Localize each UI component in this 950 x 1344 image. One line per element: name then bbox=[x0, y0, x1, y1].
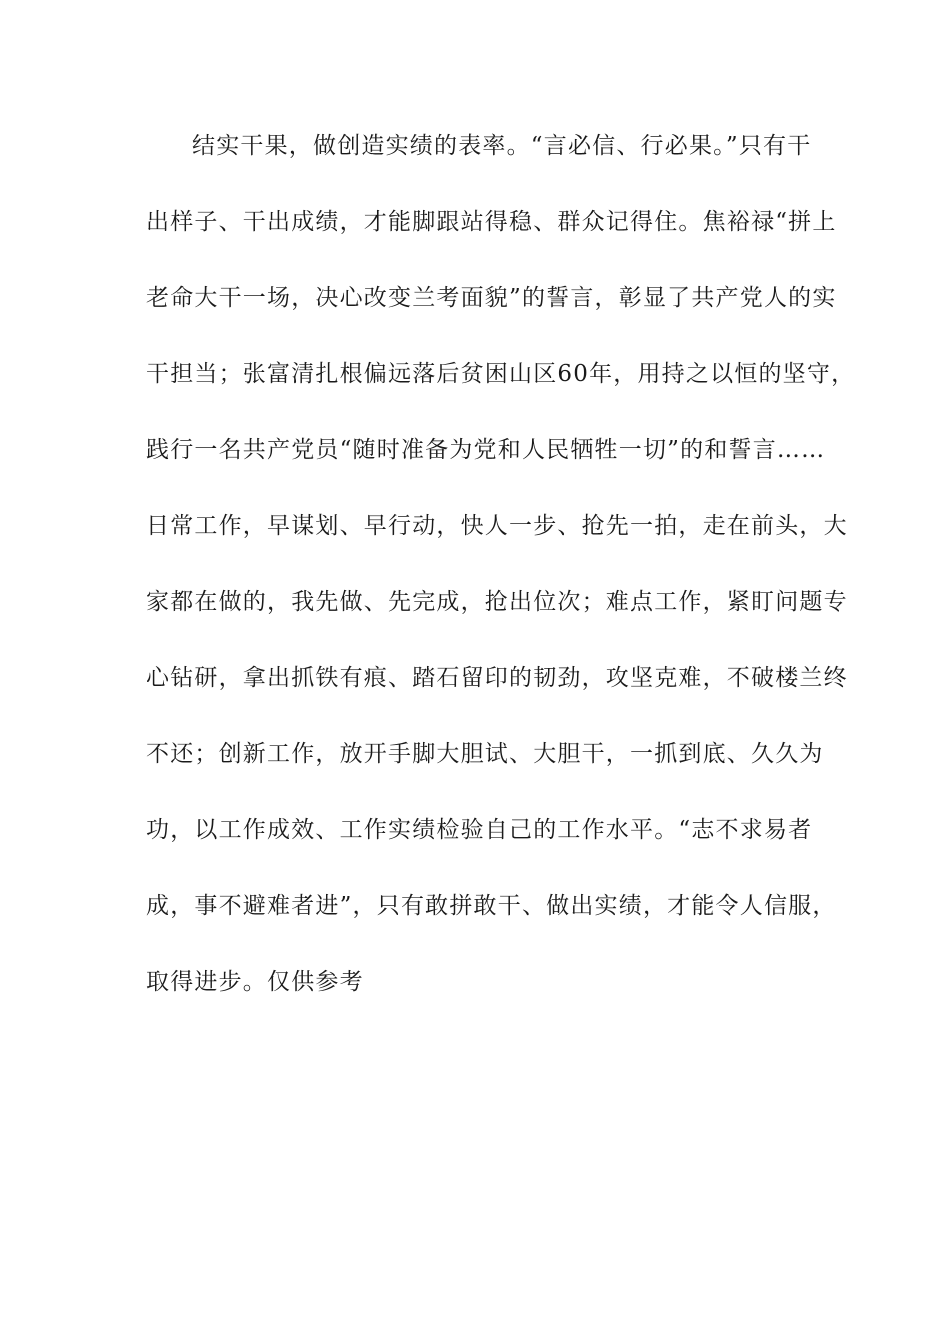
text-line: 老命大干一场，决心改变兰考面貌”的誓言，彰显了共产党人的实 bbox=[146, 285, 837, 311]
text-line: 干担当；张富清扎根偏远落后贫困山区60年，用持之以恒的坚守， bbox=[146, 361, 856, 387]
text-line: 不还；创新工作，放开手脚大胆试、大胆干，一抓到底、久久为 bbox=[146, 741, 824, 767]
text-line: 功，以工作成效、工作实绩检验自己的工作水平。“志不求易者 bbox=[146, 817, 813, 843]
text-line: 日常工作，早谋划、早行动，快人一步、抢先一拍，走在前头，大 bbox=[146, 513, 848, 539]
text-line: 心钻研，拿出抓铁有痕、踏石留印的韧劲，攻坚克难，不破楼兰终 bbox=[146, 665, 848, 691]
text-line: 成，事不避难者进”，只有敢拼敢干、做出实绩，才能令人信服， bbox=[146, 893, 837, 919]
text-line: 践行一名共产党员“随时准备为党和人民牺牲一切”的和誓言…… bbox=[146, 437, 826, 463]
body-paragraph bbox=[146, 128, 856, 1040]
text-line: 出样子、干出成绩，才能脚跟站得稳、群众记得住。焦裕禄“拼上 bbox=[146, 209, 837, 235]
text-line: 结实干果，做创造实绩的表率。“言必信、行必果。”只有干 bbox=[192, 133, 812, 159]
text-line: 家都在做的，我先做、先完成，抢出位次；难点工作，紧盯问题专 bbox=[146, 589, 848, 615]
text-line: 取得进步。仅供参考 bbox=[146, 969, 364, 995]
